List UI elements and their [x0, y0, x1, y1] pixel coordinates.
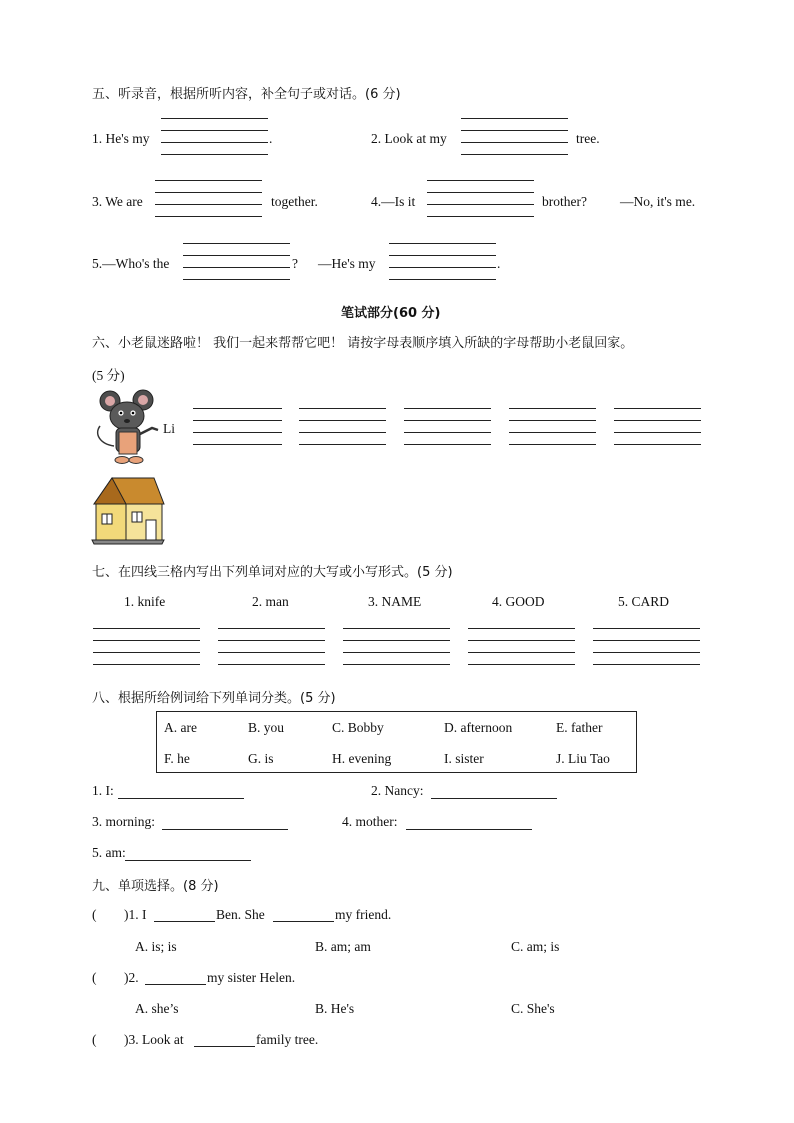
word-bank-a: A. are — [164, 720, 197, 735]
s5-item3-end: together. — [271, 194, 318, 209]
q1-blank-1[interactable] — [154, 921, 215, 922]
word-bank-f: F. he — [164, 751, 190, 766]
word-bank-d: D. afternoon — [444, 720, 513, 735]
q2-option-c[interactable]: C. She's — [511, 1001, 555, 1016]
q2-open-paren: ( — [92, 970, 97, 985]
section-6-heading: 六、小老鼠迷路啦！ 我们一起来帮帮它吧！ 请按字母表顺序填入所缺的字母帮助小老鼠回家。 — [92, 336, 634, 351]
s7-grid-1[interactable] — [93, 628, 200, 664]
s7-word-3: 3. NAME — [368, 594, 422, 609]
s5-item5-text: 5.—Who's the — [92, 256, 170, 271]
section-5-heading: 五、听录音，根据所听内容，补全句子或对话。(6 分) — [92, 87, 401, 102]
s8-q4-blank[interactable] — [406, 829, 532, 830]
s5-item5-end: . — [497, 256, 501, 271]
s7-word-1: 1. knife — [124, 594, 166, 609]
written-part-title: 笔试部分(60 分) — [341, 306, 441, 321]
section-9-heading: 九、单项选择。(8 分) — [92, 879, 219, 894]
s5-item4-answer: —No, it's me. — [620, 194, 696, 209]
s8-q4-label: 4. mother: — [342, 814, 398, 829]
section-8-heading: 八、根据所给例词给下列单词分类。(5 分) — [92, 691, 336, 706]
s8-q2-label: 2. Nancy: — [371, 783, 424, 798]
q3-blank[interactable] — [194, 1046, 255, 1047]
s7-word-5: 5. CARD — [618, 594, 670, 609]
s5-item5-answer: —He's my — [318, 256, 376, 271]
s5-item5-grid1[interactable] — [183, 243, 290, 279]
q1-mid: Ben. She — [216, 907, 265, 922]
s5-item1-end: . — [269, 131, 273, 146]
s7-word-4: 4. GOOD — [492, 594, 545, 609]
s5-item1-text: 1. He's my — [92, 131, 150, 146]
s5-item4-end: brother? — [542, 194, 587, 209]
word-bank-c: C. Bobby — [332, 720, 384, 735]
s5-item3-text: 3. We are — [92, 194, 143, 209]
word-bank-e: E. father — [556, 720, 603, 735]
s8-q1-label: 1. I: — [92, 783, 114, 798]
s6-grid-5[interactable] — [614, 408, 701, 444]
s8-q3-blank[interactable] — [162, 829, 288, 830]
q1-option-a[interactable]: A. is; is — [135, 939, 177, 954]
s7-word-2: 2. man — [252, 594, 289, 609]
s7-grid-3[interactable] — [343, 628, 450, 664]
s5-item4-text: 4.—Is it — [371, 194, 416, 209]
q2-option-b[interactable]: B. He's — [315, 1001, 355, 1016]
q3-open-paren: ( — [92, 1032, 97, 1047]
word-bank-g: G. is — [248, 751, 274, 766]
section-7-heading: 七、在四线三格内写出下列单词对应的大写或小写形式。(5 分) — [92, 565, 453, 580]
s8-q5-blank[interactable] — [125, 860, 251, 861]
q2-blank[interactable] — [145, 984, 206, 985]
house-illustration — [90, 474, 166, 546]
s6-grid-1[interactable] — [193, 408, 282, 444]
s5-item2-text: 2. Look at my — [371, 131, 447, 146]
q3-end: family tree. — [256, 1032, 319, 1047]
s8-q2-blank[interactable] — [431, 798, 557, 799]
q2-end: my sister Helen. — [207, 970, 296, 985]
s8-q3-label: 3. morning: — [92, 814, 155, 829]
s8-q5-label: 5. am: — [92, 845, 126, 860]
q2-text: )2. — [124, 970, 139, 985]
q1-option-b[interactable]: B. am; am — [315, 939, 371, 954]
mouse-illustration — [90, 388, 168, 468]
s6-grid-3[interactable] — [404, 408, 491, 444]
s6-grid-4[interactable] — [509, 408, 596, 444]
s5-item5-grid2[interactable] — [389, 243, 496, 279]
mouse-start-letters: Li — [163, 421, 175, 436]
word-bank-b: B. you — [248, 720, 285, 735]
word-bank-h: H. evening — [332, 751, 392, 766]
q1-text: )1. I — [124, 907, 147, 922]
q1-end: my friend. — [335, 907, 392, 922]
q3-text: )3. Look at — [124, 1032, 184, 1047]
s8-q1-blank[interactable] — [118, 798, 244, 799]
q1-option-c[interactable]: C. am; is — [511, 939, 560, 954]
q1-open-paren: ( — [92, 907, 97, 922]
s5-item3-grid[interactable] — [155, 180, 262, 216]
s5-item2-end: tree. — [576, 131, 600, 146]
s7-grid-4[interactable] — [468, 628, 575, 664]
s7-grid-2[interactable] — [218, 628, 325, 664]
s6-grid-2[interactable] — [299, 408, 386, 444]
section-6-points: (5 分) — [92, 368, 125, 383]
word-bank-i: I. sister — [444, 751, 484, 766]
q1-blank-2[interactable] — [273, 921, 334, 922]
q2-option-a[interactable]: A. she’s — [135, 1001, 179, 1016]
s5-item1-grid[interactable] — [161, 118, 268, 154]
s5-item4-grid[interactable] — [427, 180, 534, 216]
s7-grid-5[interactable] — [593, 628, 700, 664]
word-bank-j: J. Liu Tao — [556, 751, 610, 766]
s5-item2-grid[interactable] — [461, 118, 568, 154]
s5-item5-q: ? — [292, 256, 298, 271]
